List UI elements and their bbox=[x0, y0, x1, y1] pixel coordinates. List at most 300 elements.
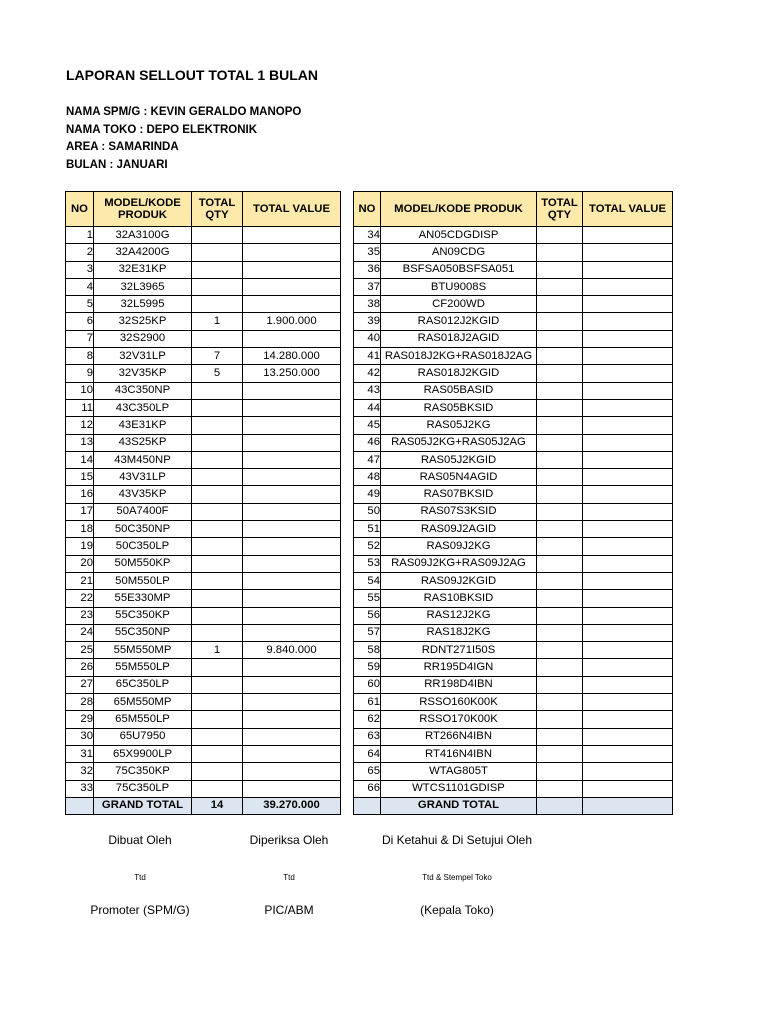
cell-value bbox=[583, 642, 673, 659]
cell-model: 50M550LP bbox=[94, 572, 192, 589]
cell-no: 35 bbox=[354, 244, 381, 261]
cell-no: 22 bbox=[66, 590, 94, 607]
table-row bbox=[66, 296, 341, 313]
table-row bbox=[66, 244, 341, 261]
cell-model: 43S25KP bbox=[94, 434, 192, 451]
table-row bbox=[354, 624, 673, 641]
cell-no: 11 bbox=[66, 399, 94, 416]
cell-model: 75C350LP bbox=[94, 780, 192, 797]
cell-qty bbox=[192, 745, 243, 762]
grand-total-no bbox=[354, 797, 381, 814]
cell-qty bbox=[192, 434, 243, 451]
cell-model: 43C350LP bbox=[94, 399, 192, 416]
table-row bbox=[354, 503, 673, 520]
cell-qty bbox=[192, 659, 243, 676]
cell-qty bbox=[192, 451, 243, 468]
table-row bbox=[354, 642, 673, 659]
cell-qty bbox=[537, 555, 583, 572]
cell-value bbox=[243, 745, 341, 762]
cell-no: 31 bbox=[66, 745, 94, 762]
cell-model: 65C350LP bbox=[94, 676, 192, 693]
table-row bbox=[66, 659, 341, 676]
table-header-row bbox=[354, 192, 673, 227]
cell-value bbox=[243, 261, 341, 278]
table-row bbox=[66, 434, 341, 451]
table-row bbox=[66, 365, 341, 382]
cell-no: 36 bbox=[354, 261, 381, 278]
approved-by-label: Di Ketahui & Di Setujui Oleh bbox=[381, 833, 533, 847]
cell-qty bbox=[192, 486, 243, 503]
cell-qty bbox=[537, 451, 583, 468]
table-row bbox=[354, 728, 673, 745]
cell-value bbox=[583, 261, 673, 278]
cell-model: 55E330MP bbox=[94, 590, 192, 607]
cell-qty bbox=[192, 555, 243, 572]
table-row bbox=[66, 399, 341, 416]
table-row bbox=[354, 365, 673, 382]
cell-no: 27 bbox=[66, 676, 94, 693]
cell-model: 65M550LP bbox=[94, 711, 192, 728]
table-row bbox=[354, 659, 673, 676]
table-row bbox=[66, 382, 341, 399]
cell-model: RSSO170K00K bbox=[381, 711, 537, 728]
header-model: MODEL/KODE PRODUK bbox=[94, 192, 192, 227]
cell-value bbox=[583, 227, 673, 244]
cell-model: 32A3100G bbox=[94, 227, 192, 244]
cell-model: 50A7400F bbox=[94, 503, 192, 520]
cell-qty bbox=[537, 694, 583, 711]
cell-model: 55M550MP bbox=[94, 642, 192, 659]
grand-total-no bbox=[66, 797, 94, 814]
cell-value: 13.250.000 bbox=[243, 365, 341, 382]
cell-qty bbox=[192, 244, 243, 261]
header-value: TOTAL VALUE bbox=[243, 192, 341, 227]
cell-qty bbox=[192, 676, 243, 693]
cell-qty bbox=[537, 348, 583, 365]
table-header-row bbox=[66, 192, 341, 227]
cell-qty bbox=[537, 382, 583, 399]
cell-qty bbox=[192, 417, 243, 434]
cell-no: 24 bbox=[66, 624, 94, 641]
table-row bbox=[66, 745, 341, 762]
cell-no: 20 bbox=[66, 555, 94, 572]
cell-no: 61 bbox=[354, 694, 381, 711]
cell-no: 25 bbox=[66, 642, 94, 659]
cell-no: 55 bbox=[354, 590, 381, 607]
cell-value bbox=[583, 244, 673, 261]
cell-model: 43E31KP bbox=[94, 417, 192, 434]
cell-value bbox=[583, 676, 673, 693]
table-row bbox=[354, 780, 673, 797]
table-row bbox=[66, 469, 341, 486]
cell-qty: 1 bbox=[192, 313, 243, 330]
grand-total-value: 39.270.000 bbox=[243, 797, 341, 814]
cell-model: RSSO160K00K bbox=[381, 694, 537, 711]
cell-value bbox=[243, 486, 341, 503]
cell-model: RAS018J2KGID bbox=[381, 365, 537, 382]
cell-model: RT266N4IBN bbox=[381, 728, 537, 745]
cell-model: 65M550MP bbox=[94, 694, 192, 711]
table-row bbox=[354, 745, 673, 762]
table-row bbox=[66, 555, 341, 572]
cell-value bbox=[583, 451, 673, 468]
cell-value bbox=[583, 296, 673, 313]
cell-value bbox=[243, 434, 341, 451]
cell-qty bbox=[192, 227, 243, 244]
cell-value bbox=[583, 521, 673, 538]
cell-value bbox=[243, 607, 341, 624]
table-row bbox=[354, 278, 673, 295]
cell-qty: 5 bbox=[192, 365, 243, 382]
grand-total-row bbox=[354, 797, 673, 814]
cell-no: 37 bbox=[354, 278, 381, 295]
cell-qty: 1 bbox=[192, 642, 243, 659]
table-row bbox=[354, 694, 673, 711]
table-row bbox=[354, 261, 673, 278]
cell-no: 58 bbox=[354, 642, 381, 659]
table-row bbox=[66, 227, 341, 244]
cell-no: 38 bbox=[354, 296, 381, 313]
cell-model: 50C350NP bbox=[94, 521, 192, 538]
cell-no: 48 bbox=[354, 469, 381, 486]
cell-no: 57 bbox=[354, 624, 381, 641]
cell-value bbox=[583, 624, 673, 641]
cell-value bbox=[243, 728, 341, 745]
cell-value bbox=[583, 365, 673, 382]
cell-value bbox=[583, 555, 673, 572]
cell-no: 54 bbox=[354, 572, 381, 589]
cell-model: 32L5995 bbox=[94, 296, 192, 313]
cell-value bbox=[583, 330, 673, 347]
cell-model: RT416N4IBN bbox=[381, 745, 537, 762]
table-row bbox=[354, 538, 673, 555]
cell-no: 29 bbox=[66, 711, 94, 728]
cell-value: 9.840.000 bbox=[243, 642, 341, 659]
cell-qty bbox=[537, 469, 583, 486]
cell-model: 32S25KP bbox=[94, 313, 192, 330]
cell-value bbox=[243, 694, 341, 711]
cell-qty bbox=[192, 694, 243, 711]
table-row bbox=[66, 348, 341, 365]
cell-model: AN05CDGDISP bbox=[381, 227, 537, 244]
table-row bbox=[66, 261, 341, 278]
cell-no: 8 bbox=[66, 348, 94, 365]
cell-qty bbox=[192, 399, 243, 416]
table-row bbox=[354, 469, 673, 486]
cell-value bbox=[583, 313, 673, 330]
cell-qty bbox=[537, 313, 583, 330]
cell-no: 51 bbox=[354, 521, 381, 538]
cell-value bbox=[243, 330, 341, 347]
cell-value bbox=[243, 296, 341, 313]
store-name: NAMA TOKO : DEPO ELEKTRONIK bbox=[66, 124, 258, 136]
table-row bbox=[354, 399, 673, 416]
cell-no: 7 bbox=[66, 330, 94, 347]
table-row bbox=[354, 244, 673, 261]
cell-no: 12 bbox=[66, 417, 94, 434]
cell-value bbox=[243, 763, 341, 780]
cell-model: RAS07S3KSID bbox=[381, 503, 537, 520]
table-row bbox=[354, 676, 673, 693]
cell-no: 14 bbox=[66, 451, 94, 468]
cell-value bbox=[243, 417, 341, 434]
table-row bbox=[354, 590, 673, 607]
cell-qty bbox=[537, 676, 583, 693]
cell-value bbox=[243, 555, 341, 572]
cell-qty: 7 bbox=[192, 348, 243, 365]
cell-value bbox=[583, 572, 673, 589]
table-row bbox=[354, 296, 673, 313]
cell-value bbox=[583, 590, 673, 607]
cell-no: 63 bbox=[354, 728, 381, 745]
cell-qty bbox=[537, 607, 583, 624]
cell-value bbox=[583, 538, 673, 555]
cell-value: 1.900.000 bbox=[243, 313, 341, 330]
cell-qty bbox=[537, 365, 583, 382]
cell-value bbox=[583, 278, 673, 295]
cell-model: 32V31LP bbox=[94, 348, 192, 365]
table-row bbox=[354, 348, 673, 365]
cell-value bbox=[243, 711, 341, 728]
cell-model: RAS018J2AGID bbox=[381, 330, 537, 347]
cell-no: 6 bbox=[66, 313, 94, 330]
cell-no: 26 bbox=[66, 659, 94, 676]
role-store-head: (Kepala Toko) bbox=[420, 903, 494, 917]
table-row bbox=[66, 313, 341, 330]
cell-no: 18 bbox=[66, 521, 94, 538]
cell-no: 19 bbox=[66, 538, 94, 555]
cell-model: 32L3965 bbox=[94, 278, 192, 295]
cell-no: 45 bbox=[354, 417, 381, 434]
table-row bbox=[66, 780, 341, 797]
cell-model: RAS05J2KG bbox=[381, 417, 537, 434]
cell-no: 28 bbox=[66, 694, 94, 711]
cell-no: 2 bbox=[66, 244, 94, 261]
cell-no: 49 bbox=[354, 486, 381, 503]
cell-value bbox=[583, 728, 673, 745]
cell-qty bbox=[537, 227, 583, 244]
cell-model: 65X9900LP bbox=[94, 745, 192, 762]
cell-qty bbox=[192, 728, 243, 745]
cell-model: RDNT271I50S bbox=[381, 642, 537, 659]
cell-qty bbox=[537, 763, 583, 780]
table-row bbox=[66, 676, 341, 693]
cell-model: 32A4200G bbox=[94, 244, 192, 261]
cell-qty bbox=[537, 624, 583, 641]
table-row bbox=[66, 451, 341, 468]
signature-line-2: Ttd bbox=[283, 873, 295, 882]
cell-value bbox=[243, 451, 341, 468]
table-row bbox=[66, 486, 341, 503]
cell-no: 56 bbox=[354, 607, 381, 624]
cell-value bbox=[243, 572, 341, 589]
cell-value bbox=[583, 745, 673, 762]
table-row bbox=[354, 313, 673, 330]
cell-qty bbox=[537, 521, 583, 538]
spm-name: NAMA SPM/G : KEVIN GERALDO MANOPO bbox=[66, 106, 302, 118]
month: BULAN : JANUARI bbox=[66, 159, 168, 171]
left-sales-table bbox=[65, 191, 341, 815]
cell-no: 5 bbox=[66, 296, 94, 313]
cell-no: 23 bbox=[66, 607, 94, 624]
cell-no: 66 bbox=[354, 780, 381, 797]
cell-value bbox=[243, 503, 341, 520]
cell-no: 34 bbox=[354, 227, 381, 244]
table-row bbox=[66, 590, 341, 607]
cell-no: 17 bbox=[66, 503, 94, 520]
cell-qty bbox=[192, 521, 243, 538]
cell-value bbox=[583, 503, 673, 520]
cell-qty bbox=[537, 711, 583, 728]
signature-line-1: Ttd bbox=[134, 873, 146, 882]
grand-total-label: GRAND TOTAL bbox=[94, 797, 192, 814]
cell-model: RAS018J2KG+RAS018J2AG bbox=[381, 348, 537, 365]
cell-no: 41 bbox=[354, 348, 381, 365]
cell-model: 43V35KP bbox=[94, 486, 192, 503]
header-no: NO bbox=[354, 192, 381, 227]
table-row bbox=[354, 521, 673, 538]
cell-model: 55C350KP bbox=[94, 607, 192, 624]
right-sales-table bbox=[353, 191, 673, 815]
cell-value bbox=[583, 417, 673, 434]
table-row bbox=[66, 607, 341, 624]
cell-value bbox=[583, 348, 673, 365]
cell-value bbox=[583, 382, 673, 399]
table-row bbox=[354, 486, 673, 503]
cell-model: CF200WD bbox=[381, 296, 537, 313]
cell-model: 75C350KP bbox=[94, 763, 192, 780]
table-row bbox=[66, 694, 341, 711]
cell-value bbox=[583, 659, 673, 676]
cell-qty bbox=[192, 503, 243, 520]
cell-qty bbox=[192, 590, 243, 607]
cell-qty bbox=[537, 590, 583, 607]
cell-model: RAS012J2KGID bbox=[381, 313, 537, 330]
cell-no: 64 bbox=[354, 745, 381, 762]
cell-value bbox=[583, 694, 673, 711]
cell-no: 62 bbox=[354, 711, 381, 728]
cell-qty bbox=[537, 417, 583, 434]
cell-qty bbox=[192, 572, 243, 589]
cell-qty bbox=[537, 278, 583, 295]
made-by-label: Dibuat Oleh bbox=[108, 833, 172, 847]
cell-model: RR198D4IBN bbox=[381, 676, 537, 693]
cell-no: 32 bbox=[66, 763, 94, 780]
cell-qty bbox=[192, 607, 243, 624]
cell-model: RAS09J2KG bbox=[381, 538, 537, 555]
table-row bbox=[66, 503, 341, 520]
header-value: TOTAL VALUE bbox=[583, 192, 673, 227]
table-row bbox=[354, 227, 673, 244]
cell-model: RAS18J2KG bbox=[381, 624, 537, 641]
checked-by-label: Diperiksa Oleh bbox=[249, 833, 329, 847]
header-qty: TOTAL QTY bbox=[537, 192, 583, 227]
cell-qty bbox=[192, 780, 243, 797]
grand-total-value bbox=[583, 797, 673, 814]
cell-qty bbox=[537, 244, 583, 261]
cell-no: 4 bbox=[66, 278, 94, 295]
cell-no: 53 bbox=[354, 555, 381, 572]
cell-no: 33 bbox=[66, 780, 94, 797]
table-row bbox=[354, 711, 673, 728]
cell-value bbox=[583, 434, 673, 451]
cell-value bbox=[243, 676, 341, 693]
cell-no: 52 bbox=[354, 538, 381, 555]
cell-model: RR195D4IGN bbox=[381, 659, 537, 676]
cell-qty bbox=[192, 330, 243, 347]
cell-model: RAS05BKSID bbox=[381, 399, 537, 416]
cell-model: RAS05N4AGID bbox=[381, 469, 537, 486]
role-pic: PIC/ABM bbox=[264, 903, 314, 917]
cell-qty bbox=[192, 382, 243, 399]
table-row bbox=[354, 555, 673, 572]
cell-model: 50C350LP bbox=[94, 538, 192, 555]
cell-qty bbox=[537, 503, 583, 520]
grand-total-label: GRAND TOTAL bbox=[381, 797, 537, 814]
cell-value bbox=[243, 780, 341, 797]
cell-value bbox=[243, 624, 341, 641]
grand-total-qty bbox=[537, 797, 583, 814]
cell-model: AN09CDG bbox=[381, 244, 537, 261]
cell-no: 43 bbox=[354, 382, 381, 399]
cell-model: 43M450NP bbox=[94, 451, 192, 468]
cell-value bbox=[583, 469, 673, 486]
table-row bbox=[66, 278, 341, 295]
cell-value bbox=[243, 227, 341, 244]
table-row bbox=[66, 642, 341, 659]
cell-qty bbox=[192, 296, 243, 313]
cell-no: 60 bbox=[354, 676, 381, 693]
cell-no: 39 bbox=[354, 313, 381, 330]
signature-line-3: Ttd & Stempel Toko bbox=[422, 873, 492, 882]
cell-qty bbox=[537, 434, 583, 451]
cell-value bbox=[243, 244, 341, 261]
header-qty: TOTAL QTY bbox=[192, 192, 243, 227]
cell-no: 42 bbox=[354, 365, 381, 382]
table-row bbox=[354, 763, 673, 780]
cell-model: RAS05J2KG+RAS05J2AG bbox=[381, 434, 537, 451]
cell-qty bbox=[537, 486, 583, 503]
table-row bbox=[66, 711, 341, 728]
table-row bbox=[66, 624, 341, 641]
cell-value bbox=[583, 711, 673, 728]
cell-model: RAS05BASID bbox=[381, 382, 537, 399]
cell-no: 21 bbox=[66, 572, 94, 589]
table-row bbox=[66, 572, 341, 589]
cell-no: 40 bbox=[354, 330, 381, 347]
cell-model: 43V31LP bbox=[94, 469, 192, 486]
cell-value bbox=[583, 780, 673, 797]
cell-qty bbox=[537, 745, 583, 762]
area: AREA : SAMARINDA bbox=[66, 141, 179, 153]
cell-no: 46 bbox=[354, 434, 381, 451]
cell-model: 55M550LP bbox=[94, 659, 192, 676]
cell-qty bbox=[537, 261, 583, 278]
table-row bbox=[354, 330, 673, 347]
grand-total-row bbox=[66, 797, 341, 814]
cell-model: WTCS1101GDISP bbox=[381, 780, 537, 797]
cell-qty bbox=[192, 538, 243, 555]
table-row bbox=[66, 538, 341, 555]
cell-no: 9 bbox=[66, 365, 94, 382]
cell-value bbox=[243, 278, 341, 295]
role-promoter: Promoter (SPM/G) bbox=[90, 903, 190, 917]
cell-model: 65U7950 bbox=[94, 728, 192, 745]
cell-value bbox=[583, 486, 673, 503]
cell-value bbox=[243, 538, 341, 555]
table-row bbox=[354, 451, 673, 468]
cell-value: 14.280.000 bbox=[243, 348, 341, 365]
